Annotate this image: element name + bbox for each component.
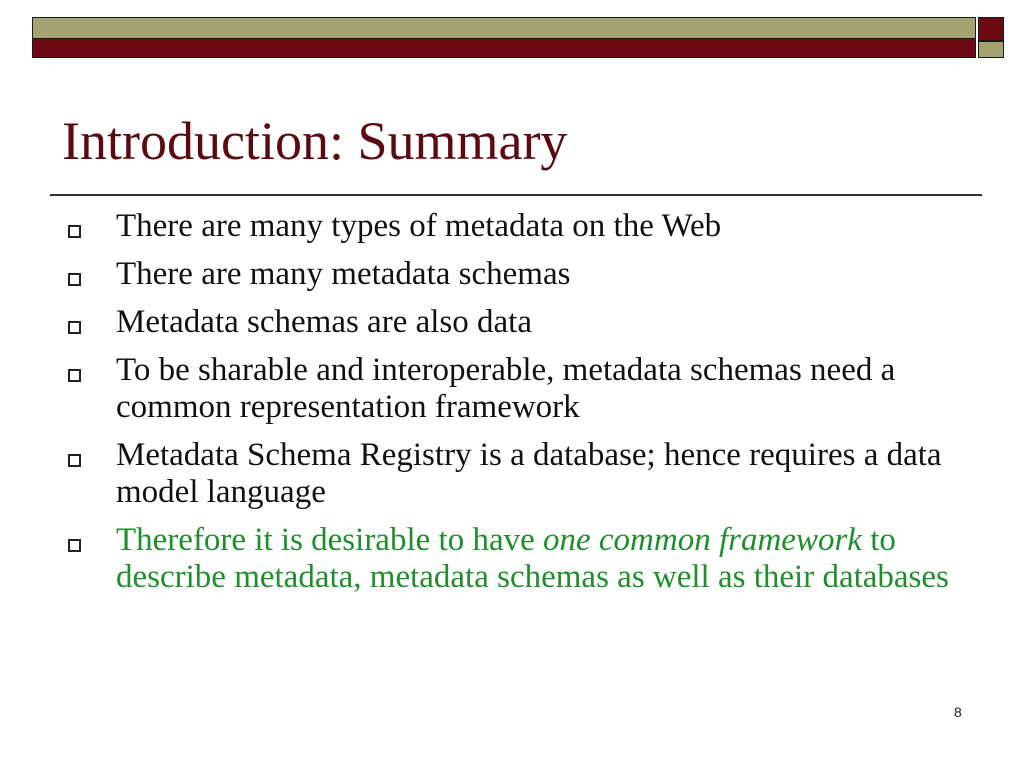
bullet-item-highlight — [62, 522, 962, 596]
bullet-text: There are many metadata schemas — [116, 256, 571, 292]
title-divider — [50, 194, 982, 196]
bullet-text: Metadata Schema Registry is a database; hence requires a data model language — [116, 437, 942, 510]
corner-square-olive — [978, 41, 1004, 58]
bullet-list — [62, 208, 962, 607]
bullet-text: To be sharable and interoperable, metadata schemas need a common representation framework — [116, 352, 896, 425]
hollow-square-bullet-icon — [68, 273, 81, 286]
header-bar-olive — [32, 17, 976, 39]
hollow-square-bullet-icon — [68, 369, 81, 382]
bullet-item — [62, 208, 962, 245]
bullet-item — [62, 304, 962, 341]
page-number: 8 — [954, 704, 962, 720]
slide-title: Introduction: Summary — [62, 111, 568, 171]
hollow-square-bullet-icon — [68, 321, 81, 334]
bullet-item — [62, 256, 962, 293]
hollow-square-bullet-icon — [68, 539, 81, 552]
hollow-square-bullet-icon — [68, 225, 81, 238]
bullet-item — [62, 352, 962, 426]
bullet-text: Metadata schemas are also data — [116, 304, 532, 340]
bullet-text-after: to describe metadata, metadata schemas as well as their databases — [116, 522, 949, 595]
bullet-text-emphasis: one common framework — [543, 522, 862, 558]
bullet-item — [62, 437, 962, 511]
corner-square-maroon — [978, 17, 1004, 41]
bullet-text: There are many types of metadata on the Web — [116, 208, 722, 244]
header-bar-maroon — [32, 39, 976, 58]
bullet-text-before: Therefore it is desirable to have — [116, 522, 543, 558]
hollow-square-bullet-icon — [68, 454, 81, 467]
